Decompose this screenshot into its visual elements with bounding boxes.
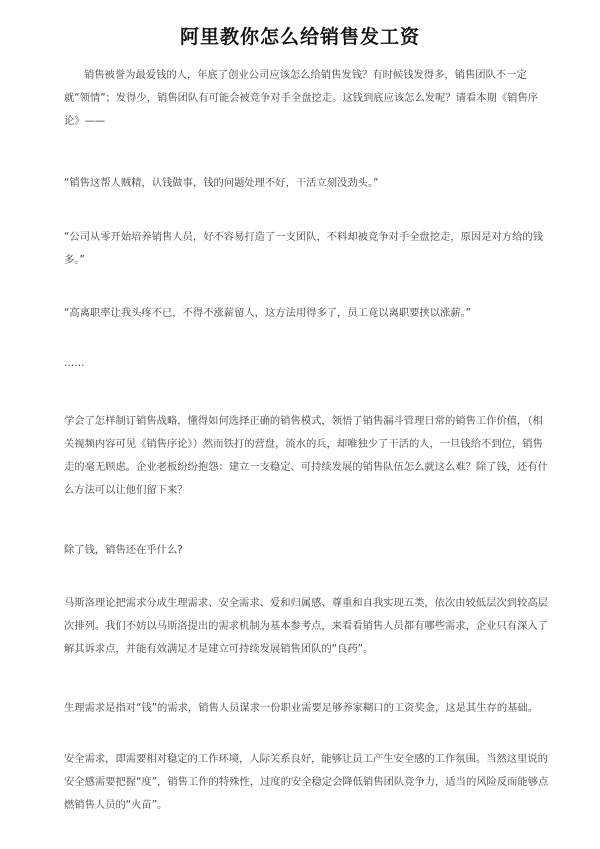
intro-paragraph: 销售被誉为最爱钱的人，年底了创业公司应该怎么给销售发钱？有时候钱发得多，销售团队不一定就“领情”；发得少，销售团队有可能会被竞争对手全盘挖走。这钱到底应该怎么发呢？请看本期《销售序论》—— [64, 69, 539, 127]
quote-paragraph-2: “公司从零开始培养销售人员，好不容易打造了一支团队，不料却被竞争对手全盘挖走，原因是对方给的钱多。” [64, 231, 543, 266]
maslow-paragraph: 马斯洛理论把需求分成生理需求、安全需求、爱和归属感、尊重和自我实现五类，依次由较低层次到较高层次排列。我们不妨以马斯洛提出的需求机制为基本参考点，来看看销售人员都有哪些需求，企业只有深入了解其诉求点，并能有效满足才是建立可持续发展销售团队的“良药”。 [64, 597, 548, 655]
physiological-needs-paragraph: 生理需求是指对“钱”的需求，销售人员谋求一份职业需要足够养家糊口的工资奖金，这是其生存的基础。 [64, 702, 539, 714]
ellipsis-paragraph: …… [64, 357, 85, 369]
safety-needs-paragraph: 安全需求，即需要相对稳定的工作环境，人际关系良好，能够让员工产生安全感的工作氛围。当然这里说的安全感需要把握“度”，销售工作的特殊性，过度的安全稳定会降低销售团队竞争力，适当的风险反而能够点燃销售人员的“火苗”。 [64, 753, 549, 811]
quote-paragraph-1: “销售这帮人贼精，认钱做事，钱的问题处理不好，干活立刻没劲头。” [64, 177, 379, 189]
article-title: 阿里教你怎么给销售发工资 [179, 26, 420, 48]
strategy-paragraph: 学会了怎样制订销售战略，懂得如何选择正确的销售模式，领悟了销售漏斗管理日常的销售工作价值，（相关视频内容可见《销售序论》）然而铁打的营盘，流水的兵，却唯独少了干活的人，一旦钱给不到位，销售走的毫无顾虑。企业老板纷纷抱怨：建立一支稳定、可持续发展的销售队伍怎么就这么难？除了钱，还有什么方法可以让他们留下来？ [64, 415, 548, 496]
section-question: 除了钱，销售还在乎什么? [64, 544, 183, 556]
quote-paragraph-3: “高离职率让我头疼不已，不得不涨薪留人，这方法用得多了，员工竟以离职要挟以涨薪。” [64, 307, 472, 319]
